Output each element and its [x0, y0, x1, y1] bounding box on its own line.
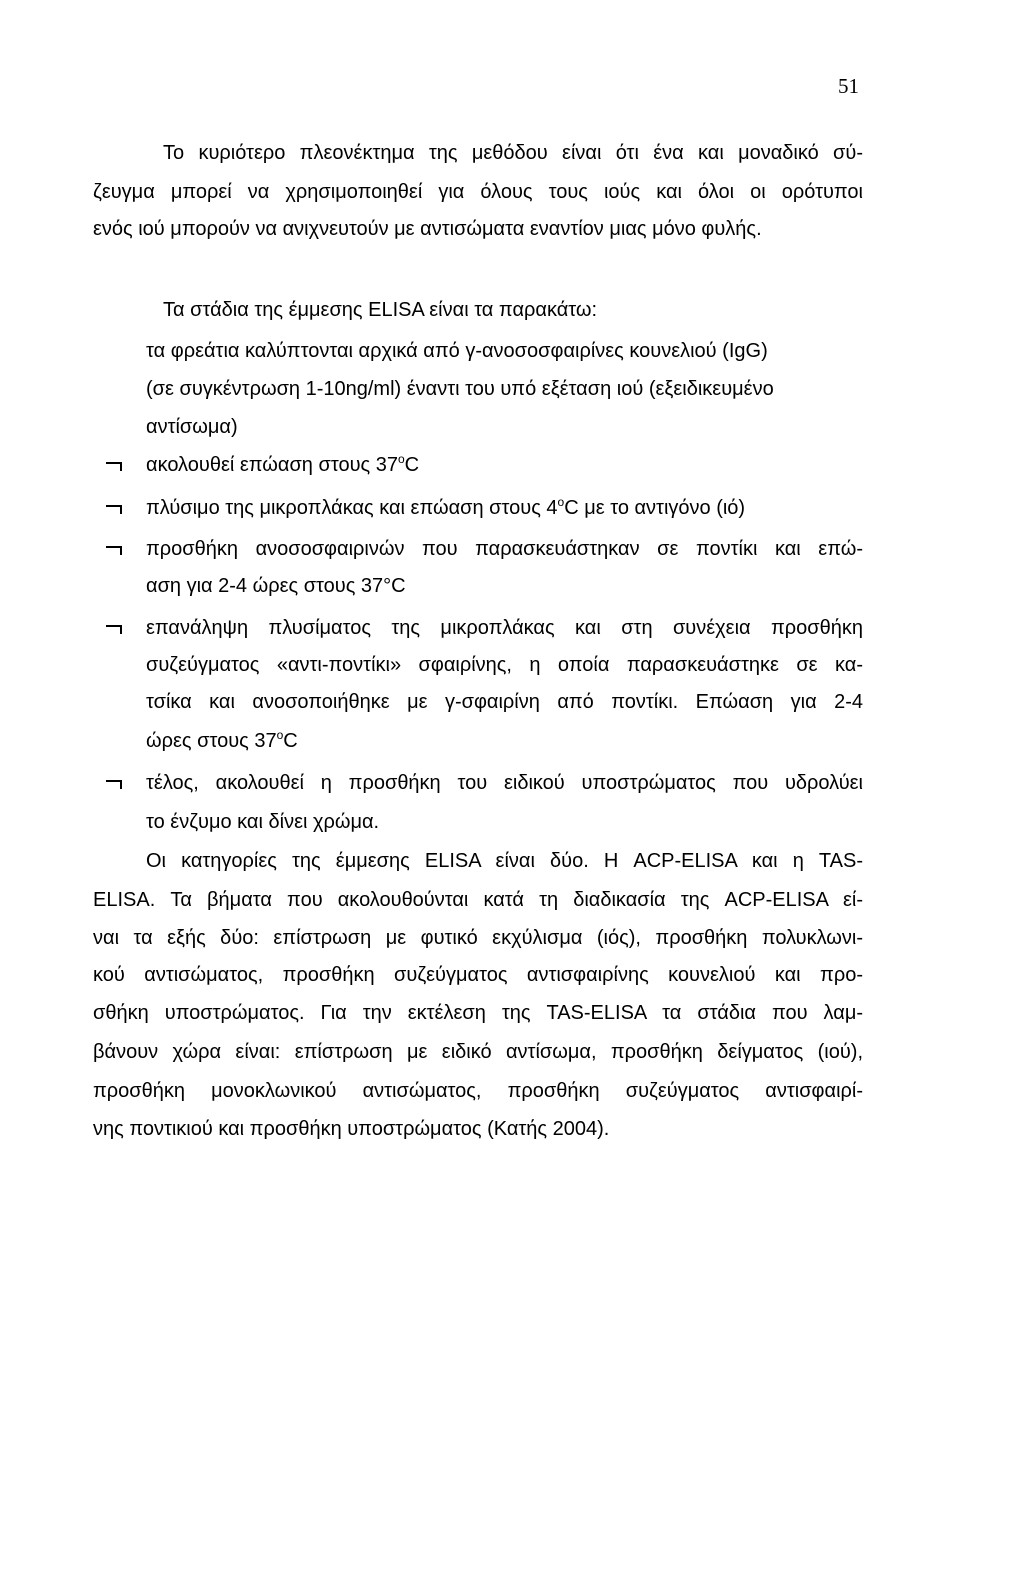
text-line: ζευγμα μπορεί να χρησιμοποιηθεί για όλους τους ιούς και όλοι οι ορότυποι [93, 181, 863, 203]
bullet-marker-icon [106, 780, 122, 789]
text-line: ELISA. Τα βήματα που ακολουθούνται κατά τη διαδικασία της ACP-ELISA εί- [93, 889, 863, 911]
text-line: τα φρεάτια καλύπτονται αρχικά από γ-ανοσοσφαιρίνες κουνελιού (IgG) [146, 340, 768, 362]
bullet-marker-icon [106, 462, 122, 471]
bullet-marker-icon [106, 625, 122, 634]
text-line: τσίκα και ανοσοποιήθηκε με γ-σφαιρίνη από ποντίκι. Επώαση για 2-4 [146, 691, 863, 713]
text-line: Οι κατηγορίες της έμμεσης ELISA είναι δύο. Η ACP-ELISA και η TAS- [146, 850, 863, 872]
text-line: συζεύγματος «αντι-ποντίκι» σφαιρίνης, η οποία παρασκευάστηκε σε κα- [146, 654, 863, 676]
text-line: πλύσιμο της μικροπλάκας και επώαση στους $4^oC$ με το αντιγόνο (ιό) [146, 495, 746, 519]
text-line: επανάληψη πλυσίματος της μικροπλάκας και στη συνέχεια προσθήκη [146, 617, 863, 639]
text-line: προσθήκη ανοσοσφαιρινών που παρασκευάστηκαν σε ποντίκι και επώ- [146, 538, 863, 560]
text-line: προσθήκη μονοκλωνικού αντισώματος, προσθήκη συζεύγματος αντισφαιρί- [93, 1080, 863, 1102]
text-line: νης ποντικιού και προσθήκη υποστρώματος (Κατής 2004). [93, 1118, 610, 1140]
text-line: ακολουθεί επώαση στους $37^oC$ [146, 452, 420, 476]
text-line: τέλος, ακολουθεί η προσθήκη του ειδικού υποστρώματος που υδρολύει [146, 772, 863, 794]
stages-intro: Τα στάδια της έμμεσης ELISA είναι τα παρακάτω: [163, 299, 598, 321]
text-line: βάνουν χώρα είναι: επίστρωση με ειδικό αντίσωμα, προσθήκη δείγματος (ιού), [93, 1041, 863, 1063]
page-number: 51 [838, 74, 859, 98]
text-line: Το κυριότερο πλεονέκτημα της μεθόδου είναι ότι ένα και μοναδικό σύ- [163, 142, 863, 164]
text-line: ενός ιού μπορούν να ανιχνευτούν με αντισώματα εναντίον μιας μόνο φυλής. [93, 218, 762, 240]
bullet-marker-icon [106, 546, 122, 555]
text-line: ώρες στους $37^oC$ [146, 728, 298, 752]
bullet-marker-icon [106, 505, 122, 514]
text-line: (σε συγκέντρωση 1-10ng/ml) έναντι του υπό εξέταση ιού (εξειδικευμένο [146, 378, 774, 400]
text-line: αντίσωμα) [146, 416, 238, 438]
text-line: αση για 2-4 ώρες στους 37°C [146, 575, 406, 597]
text-line: το ένζυμο και δίνει χρώμα. [146, 811, 380, 833]
text-line: κού αντισώματος, προσθήκη συζεύγματος αντισφαιρίνης κουνελιού και προ- [93, 964, 863, 986]
text-line: ναι τα εξής δύο: επίστρωση με φυτικό εκχύλισμα (ιός), προσθήκη πολυκλωνι- [93, 927, 863, 949]
text-line: σθήκη υποστρώματος. Για την εκτέλεση της TAS-ELISA τα στάδια που λαμ- [93, 1002, 863, 1024]
